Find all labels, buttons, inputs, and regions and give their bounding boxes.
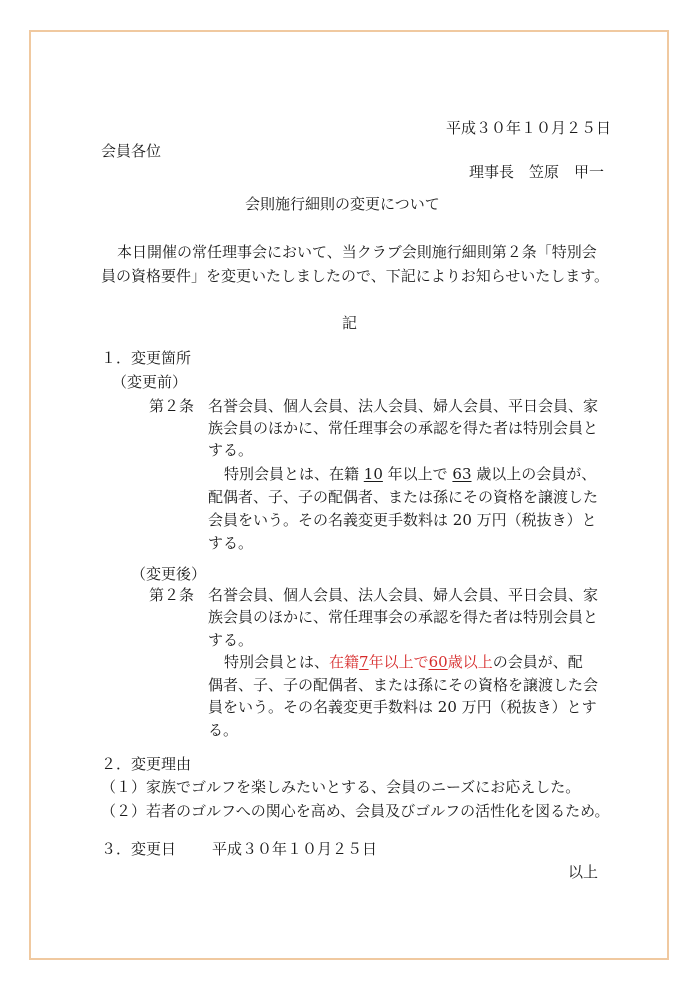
after-para2-pre: 特別会員とは、 bbox=[224, 653, 330, 671]
before-line-2: 族会員のほかに、常任理事会の承認を得た者は特別会員と bbox=[208, 419, 599, 437]
after-para2-post: の会員が、配 bbox=[492, 653, 583, 671]
change-date: 平成３０年１０月２５日 bbox=[212, 840, 378, 858]
section1-heading: １．変更箇所 bbox=[101, 349, 192, 367]
after-age: 60 bbox=[428, 653, 448, 671]
after-line-3: する。 bbox=[208, 631, 254, 649]
reason-1: （１）家族でゴルフを楽しみたいとする、会員のニーズにお応えした。 bbox=[101, 778, 581, 796]
after-red-nen: 年以上で bbox=[368, 653, 429, 671]
before-line-1: 名誉会員、個人会員、法人会員、婦人会員、平日会員、家 bbox=[208, 397, 599, 415]
after-label: （変更後） bbox=[131, 565, 207, 583]
before-label: （変更前） bbox=[112, 373, 188, 391]
after-para2-line-3: 員をいう。その名義変更手数料は 20 万円（税抜き）とす bbox=[208, 698, 597, 716]
after-para2-line-2: 偶者、子、子の配偶者、または孫にその資格を譲渡した会 bbox=[208, 676, 599, 694]
after-para2-line-4: る。 bbox=[208, 721, 239, 739]
after-years: 7 bbox=[359, 653, 369, 671]
section2-heading: ２．変更理由 bbox=[101, 755, 192, 773]
before-para2-post: 歳以上の会員が、 bbox=[471, 465, 597, 483]
recipient: 会員各位 bbox=[101, 142, 162, 160]
ki-mark: 記 bbox=[342, 314, 358, 332]
before-para2-line-4: する。 bbox=[208, 534, 254, 552]
before-para2-line-2: 配偶者、子、子の配偶者、または孫にその資格を譲渡した bbox=[208, 488, 599, 506]
document-date: 平成３０年１０月２５日 bbox=[446, 119, 612, 137]
sender: 理事長 笠原 甲一 bbox=[469, 163, 605, 181]
before-para2-line-3: 会員をいう。その名義変更手数料は 20 万円（税抜き）と bbox=[208, 511, 597, 529]
before-para2-mid: 年以上で bbox=[382, 465, 453, 483]
after-line-1: 名誉会員、個人会員、法人会員、婦人会員、平日会員、家 bbox=[208, 586, 599, 604]
before-para2-line-1 bbox=[224, 464, 596, 484]
after-red-zaiseki: 在籍 bbox=[329, 653, 360, 671]
section3-heading: ３．変更日 bbox=[101, 840, 177, 858]
after-article: 第２条 bbox=[149, 586, 195, 604]
before-years: 10 bbox=[363, 465, 383, 483]
before-article: 第２条 bbox=[149, 397, 195, 415]
reason-2: （２）若者のゴルフへの関心を高め、会員及びゴルフの活性化を図るため。 bbox=[101, 802, 610, 820]
closing-ijou: 以上 bbox=[568, 863, 599, 881]
after-para2-line-1 bbox=[224, 652, 583, 672]
intro-line-1: 本日開催の常任理事会において、当クラブ会則施行細則第２条「特別会 bbox=[117, 243, 597, 261]
after-red-sai: 歳以上 bbox=[447, 653, 493, 671]
before-age: 63 bbox=[452, 465, 472, 483]
intro-line-2: 員の資格要件」を変更いたしましたので、下記によりお知らせいたします。 bbox=[101, 267, 610, 285]
before-line-3: する。 bbox=[208, 441, 254, 459]
document-title: 会則施行細則の変更について bbox=[245, 195, 440, 213]
after-line-2: 族会員のほかに、常任理事会の承認を得た者は特別会員と bbox=[208, 608, 599, 626]
before-para2-pre: 特別会員とは、在籍 bbox=[224, 465, 364, 483]
